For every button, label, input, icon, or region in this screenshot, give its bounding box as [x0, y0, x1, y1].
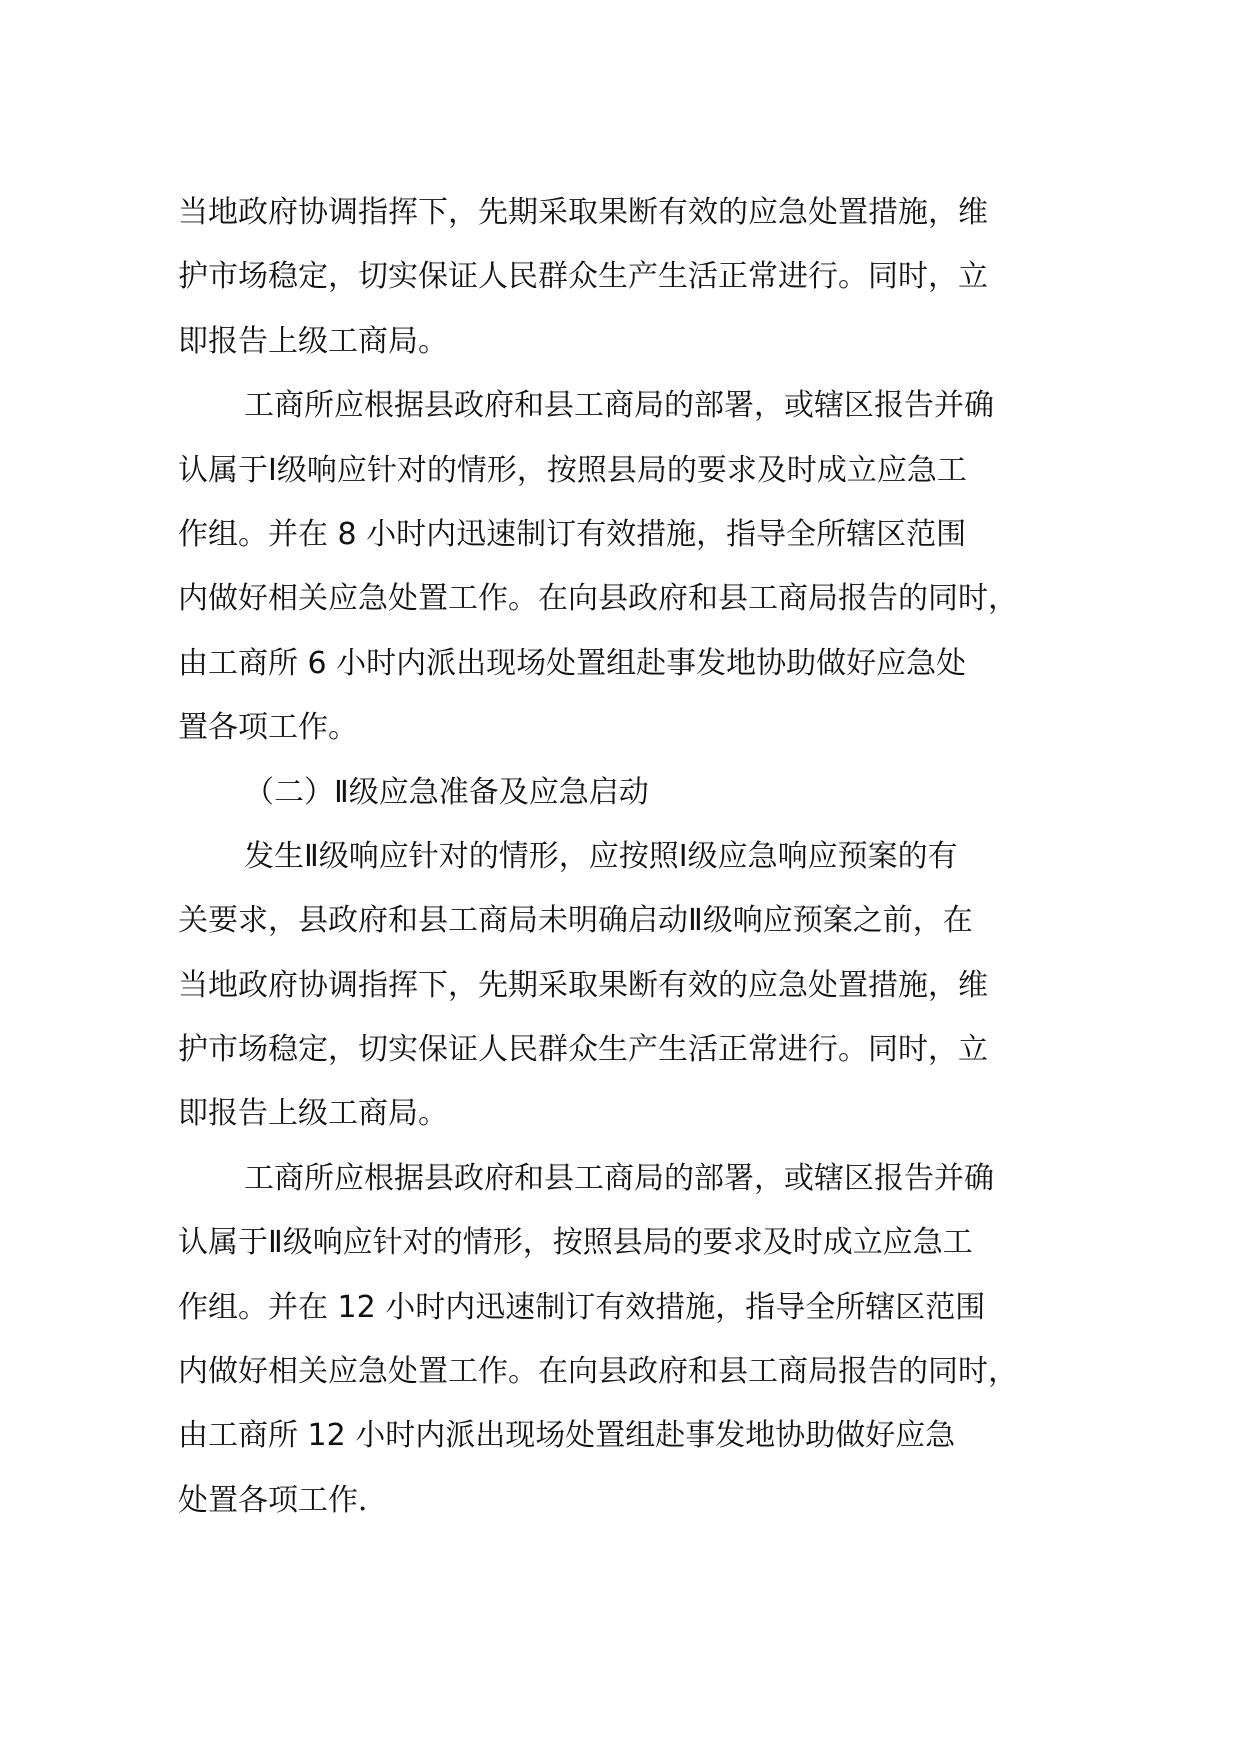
text-line: 认属于Ⅱ级响应针对的情形，按照县局的要求及时成立应急工 — [178, 1225, 973, 1261]
text-line: 发生Ⅱ级响应针对的情形，应按照Ⅰ级应急响应预案的有 — [244, 838, 958, 874]
paragraph — [178, 374, 1098, 760]
text-line: 认属于Ⅰ级响应针对的情形，按照县局的要求及时成立应急工 — [178, 452, 967, 488]
text-line: 作组。并在 8 小时内迅速制订有效措施，指导全所辖区范围 — [178, 516, 967, 552]
text-line: 当地政府协调指挥下，先期采取果断有效的应急处置措施，维 — [178, 195, 988, 230]
paragraph — [178, 1147, 1098, 1533]
text-line: 工商所应根据县政府和县工商局的部署，或辖区报告并确 — [244, 388, 994, 424]
text-line: 关要求，县政府和县工商局未明确启动Ⅱ级响应预案之前，在 — [178, 903, 973, 939]
text-line: 护市场稳定，切实保证人民群众生产生活正常进行。同时，立 — [178, 259, 988, 295]
text-line: 内做好相关应急处置工作。在向县政府和县工商局报告的同时， — [178, 1354, 1018, 1390]
text-line: 由工商所 12 小时内派出现场处置组赴事发地协助做好应急 — [178, 1418, 956, 1454]
paragraph — [178, 181, 1098, 374]
paragraph — [178, 761, 1098, 825]
text-line: （二）Ⅱ级应急准备及应急启动 — [244, 774, 649, 810]
text-line: 由工商所 6 小时内派出现场处置组赴事发地协助做好应急处 — [178, 645, 967, 681]
text-line: 处置各项工作． — [178, 1482, 388, 1518]
text-line: 作组。并在 12 小时内迅速制订有效措施，指导全所辖区范围 — [178, 1289, 986, 1325]
paragraph — [178, 825, 1098, 1147]
text-line: 即报告上级工商局。 — [178, 1096, 448, 1132]
text-line: 置各项工作。 — [178, 710, 358, 746]
text-line: 当地政府协调指挥下，先期采取果断有效的应急处置措施，维 — [178, 967, 988, 1003]
text-line: 工商所应根据县政府和县工商局的部署，或辖区报告并确 — [244, 1160, 994, 1196]
document-body — [178, 181, 1098, 1533]
text-line: 即报告上级工商局。 — [178, 323, 448, 359]
text-line: 护市场稳定，切实保证人民群众生产生活正常进行。同时，立 — [178, 1032, 988, 1068]
text-line: 内做好相关应急处置工作。在向县政府和县工商局报告的同时， — [178, 581, 1018, 617]
